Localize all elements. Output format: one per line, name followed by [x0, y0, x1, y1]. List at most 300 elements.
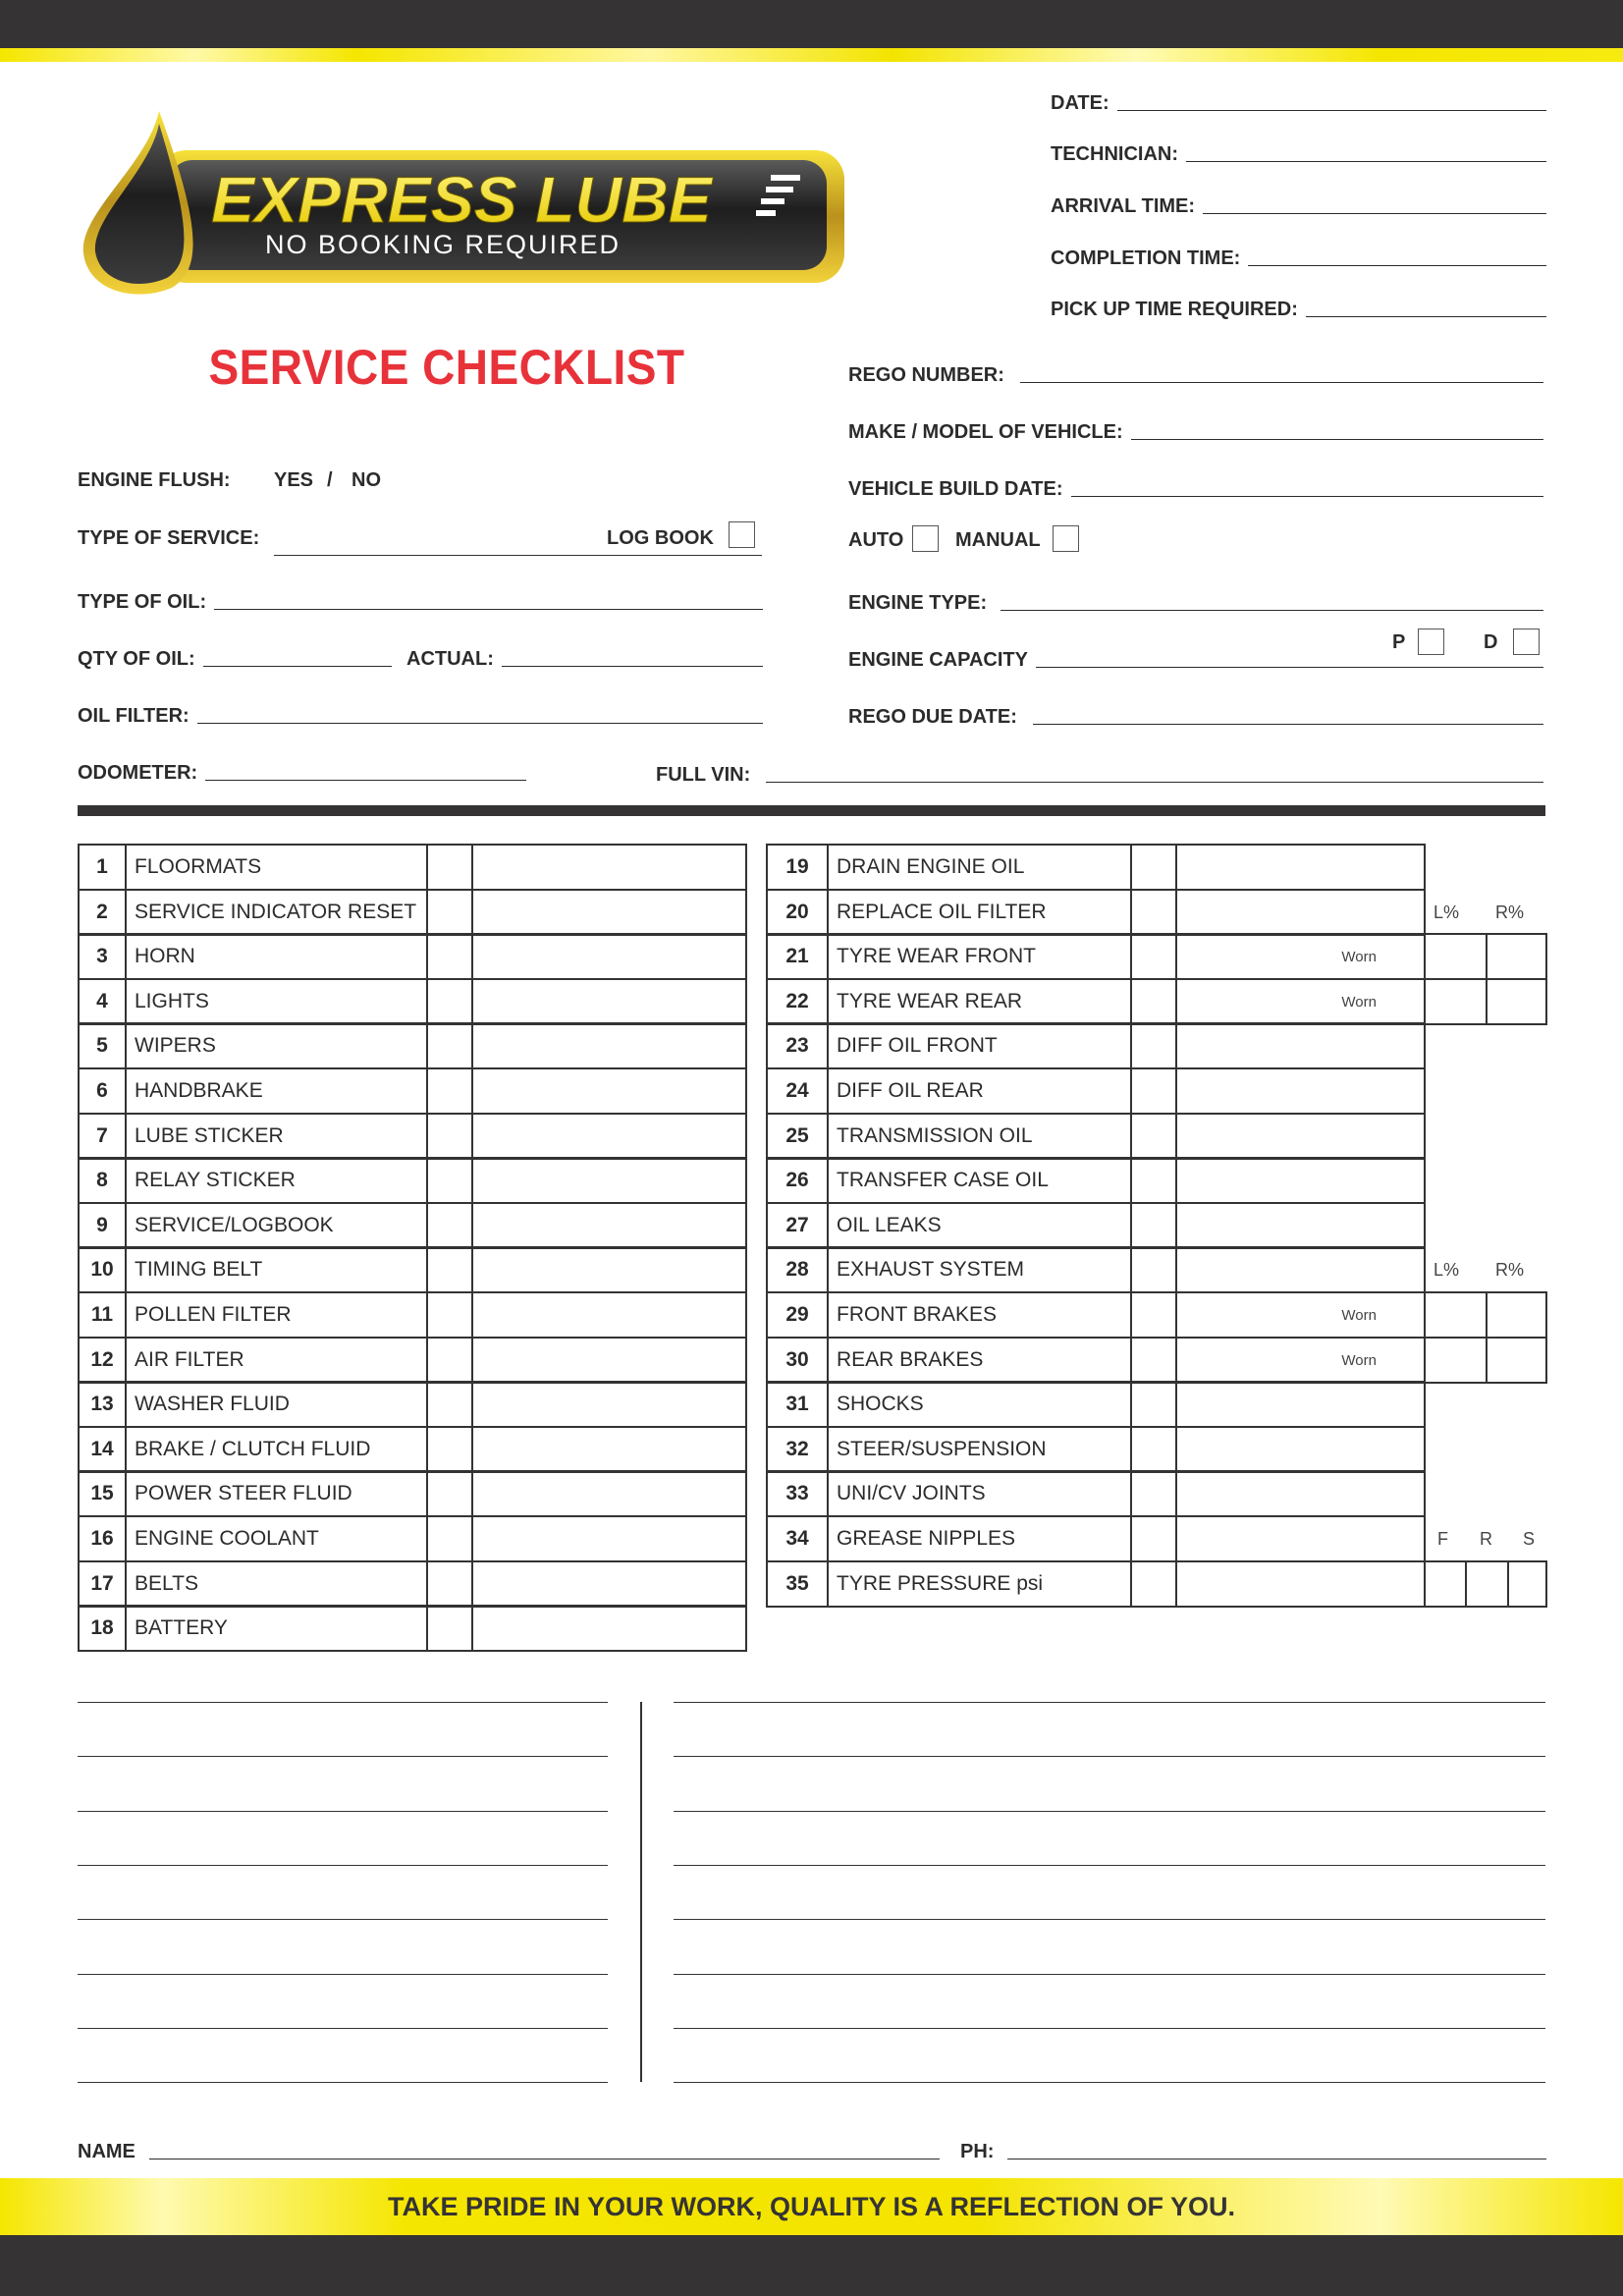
item-number — [766, 1337, 829, 1384]
full-vin-field[interactable] — [656, 757, 1543, 785]
item-checkbox[interactable] — [426, 1246, 473, 1293]
item-notes[interactable] — [471, 1246, 747, 1293]
item-label-text: OIL LEAKS — [837, 1214, 942, 1236]
item-label — [827, 933, 1132, 980]
top-yellow-stripe — [0, 48, 1623, 62]
item-checkbox[interactable] — [1130, 1202, 1177, 1249]
item-notes[interactable] — [471, 1067, 747, 1115]
notes-line-right[interactable] — [674, 1756, 1545, 1757]
item-label-text: TYRE WEAR REAR — [837, 990, 1023, 1012]
item-notes[interactable] — [1175, 1067, 1426, 1115]
notes-line-left[interactable] — [78, 2082, 608, 2083]
item-checkbox[interactable] — [1130, 1560, 1177, 1608]
item-checkbox[interactable] — [1130, 844, 1177, 891]
item-notes[interactable] — [1175, 1381, 1426, 1428]
slogan-text: TAKE PRIDE IN YOUR WORK, QUALITY IS A REFLECTION OF YOU. — [387, 2191, 1236, 2221]
rear-pressure-box[interactable] — [1465, 1560, 1509, 1608]
item-checkbox[interactable] — [426, 1291, 473, 1339]
item-notes[interactable] — [1175, 1202, 1426, 1249]
item-notes[interactable] — [471, 1202, 747, 1249]
item-number-text: 15 — [90, 1482, 114, 1504]
item-checkbox[interactable] — [1130, 1337, 1177, 1384]
item-label-text: EXHAUST SYSTEM — [837, 1258, 1024, 1281]
item-label-text: LIGHTS — [135, 990, 209, 1012]
item-label-text: FRONT BRAKES — [837, 1303, 997, 1326]
item-number-text: 8 — [96, 1169, 108, 1191]
name-field[interactable] — [78, 2134, 940, 2161]
column-header: L% — [1434, 902, 1460, 922]
item-number — [766, 933, 829, 980]
item-number-text: 26 — [785, 1169, 809, 1191]
item-number — [78, 978, 127, 1025]
item-number — [766, 1426, 829, 1473]
page-title: SERVICE CHECKLIST — [208, 340, 685, 395]
column-header: F — [1437, 1529, 1448, 1549]
item-label — [827, 1560, 1132, 1608]
engine-flush-no[interactable]: NO — [352, 469, 381, 491]
item-checkbox[interactable] — [1130, 1470, 1177, 1517]
item-notes[interactable] — [471, 933, 747, 980]
item-label-text: WASHER FLUID — [135, 1393, 290, 1415]
item-checkbox[interactable] — [426, 1022, 473, 1069]
item-checkbox[interactable] — [1130, 889, 1177, 936]
right-percent-box[interactable] — [1486, 978, 1547, 1025]
item-label — [827, 844, 1132, 891]
completion-time-line[interactable] — [1248, 264, 1546, 266]
item-number — [766, 1113, 829, 1160]
qty-of-oil-line[interactable] — [203, 665, 392, 667]
item-label — [125, 1426, 428, 1473]
oil-filter-field[interactable] — [78, 698, 763, 726]
item-label-text: HORN — [135, 945, 195, 967]
arrival-time-line[interactable] — [1203, 212, 1546, 214]
item-notes[interactable] — [471, 1560, 747, 1608]
name-line[interactable] — [149, 2158, 940, 2159]
item-number — [78, 1291, 127, 1339]
item-number-text: 6 — [96, 1079, 108, 1102]
item-checkbox[interactable] — [1130, 1381, 1177, 1428]
item-number — [766, 1470, 829, 1517]
item-number — [78, 1113, 127, 1160]
phone-line[interactable] — [1007, 2158, 1546, 2159]
item-label-text: BRAKE / CLUTCH FLUID — [135, 1438, 371, 1460]
item-number-text: 29 — [785, 1303, 809, 1326]
item-checkbox[interactable] — [426, 1067, 473, 1115]
item-label — [125, 1470, 428, 1517]
notes-line-right[interactable] — [674, 1865, 1545, 1866]
log-book-checkbox[interactable] — [729, 521, 755, 548]
item-label-text: TYRE WEAR FRONT — [837, 945, 1036, 967]
item-label-text: SERVICE INDICATOR RESET — [135, 901, 417, 923]
engine-capacity-line[interactable] — [1036, 666, 1543, 668]
item-checkbox[interactable] — [426, 1605, 473, 1652]
item-number — [78, 844, 127, 891]
item-number-text: 34 — [785, 1527, 809, 1550]
item-notes[interactable] — [471, 1113, 747, 1160]
item-checkbox[interactable] — [426, 1515, 473, 1562]
manual-checkbox[interactable] — [1053, 525, 1079, 552]
odometer-field[interactable] — [78, 755, 526, 783]
item-label-text: GREASE NIPPLES — [837, 1527, 1016, 1550]
item-notes[interactable] — [471, 978, 747, 1025]
item-notes[interactable] — [1175, 1426, 1426, 1473]
item-number-text: 11 — [90, 1303, 114, 1326]
item-checkbox[interactable] — [426, 1560, 473, 1608]
item-number — [78, 1470, 127, 1517]
item-checkbox[interactable] — [426, 933, 473, 980]
item-number-text: 23 — [785, 1034, 809, 1057]
item-number — [78, 1202, 127, 1249]
item-number — [78, 1067, 127, 1115]
rego-due-field[interactable] — [848, 699, 1543, 727]
pickup-time-line[interactable] — [1306, 315, 1546, 317]
item-label-text: RELAY STICKER — [135, 1169, 296, 1191]
item-label — [125, 1560, 428, 1608]
auto-label: AUTO — [848, 529, 904, 551]
spare-pressure-box[interactable] — [1507, 1560, 1547, 1608]
item-label — [827, 1246, 1132, 1293]
pickup-time-label: PICK UP TIME REQUIRED: — [1051, 299, 1298, 320]
petrol-label: P — [1392, 631, 1406, 653]
item-notes[interactable] — [471, 889, 747, 936]
left-percent-box[interactable] — [1424, 933, 1488, 980]
item-label — [827, 1157, 1132, 1204]
item-label — [827, 1202, 1132, 1249]
full-vin-line[interactable] — [766, 781, 1543, 783]
notes-line-left[interactable] — [78, 2028, 608, 2029]
item-label — [827, 1113, 1132, 1160]
rego-number-label: REGO NUMBER: — [848, 364, 1004, 386]
item-label-text: DIFF OIL REAR — [837, 1079, 984, 1102]
make-model-label: MAKE / MODEL OF VEHICLE: — [848, 421, 1123, 443]
item-label-text: POWER STEER FLUID — [135, 1482, 352, 1504]
item-number-text: 19 — [785, 855, 809, 878]
item-label — [125, 1246, 428, 1293]
item-number — [78, 1246, 127, 1293]
oil-filter-line[interactable] — [197, 722, 763, 724]
item-label — [827, 978, 1132, 1025]
notes-line-left[interactable] — [78, 1702, 608, 1703]
item-notes[interactable] — [471, 1605, 747, 1652]
item-checkbox[interactable] — [426, 1337, 473, 1384]
technician-label: TECHNICIAN: — [1051, 143, 1178, 165]
build-date-field[interactable] — [848, 471, 1543, 499]
item-label-text: REPLACE OIL FILTER — [837, 901, 1047, 923]
date-line[interactable] — [1117, 109, 1546, 111]
item-notes[interactable] — [471, 1515, 747, 1562]
item-number-text: 7 — [96, 1124, 108, 1147]
make-model-field[interactable] — [848, 414, 1543, 442]
item-number — [766, 1157, 829, 1204]
item-checkbox[interactable] — [426, 844, 473, 891]
item-number — [766, 1067, 829, 1115]
notes-line-left[interactable] — [78, 1919, 608, 1920]
item-number-text: 22 — [785, 990, 809, 1012]
notes-line-right[interactable] — [674, 1811, 1545, 1812]
item-label-text: BATTERY — [135, 1616, 228, 1639]
item-checkbox[interactable] — [1130, 1291, 1177, 1339]
left-percent-box[interactable] — [1424, 978, 1488, 1025]
item-notes[interactable] — [1175, 1560, 1426, 1608]
petrol-checkbox[interactable] — [1418, 629, 1444, 655]
item-number — [78, 1157, 127, 1204]
item-label-text: AIR FILTER — [135, 1348, 244, 1371]
item-checkbox[interactable] — [1130, 1157, 1177, 1204]
type-of-oil-label: TYPE OF OIL: — [78, 591, 207, 613]
item-number-text: 12 — [90, 1348, 114, 1371]
right-percent-box[interactable] — [1486, 1337, 1547, 1384]
item-label — [125, 1605, 428, 1652]
manual-label: MANUAL — [955, 529, 1041, 551]
phone-field[interactable] — [960, 2134, 1546, 2161]
item-label — [827, 1022, 1132, 1069]
rego-due-line[interactable] — [1033, 723, 1543, 725]
item-number-text: 13 — [90, 1393, 114, 1415]
item-number-text: 18 — [90, 1616, 114, 1639]
item-notes[interactable] — [1175, 1246, 1426, 1293]
build-date-label: VEHICLE BUILD DATE: — [848, 478, 1063, 500]
item-checkbox[interactable] — [426, 1157, 473, 1204]
notes-line-left[interactable] — [78, 1756, 608, 1757]
column-header: R — [1480, 1529, 1492, 1549]
front-pressure-box[interactable] — [1424, 1560, 1467, 1608]
notes-line-left[interactable] — [78, 1865, 608, 1866]
right-percent-box[interactable] — [1486, 1291, 1547, 1339]
arrival-time-field[interactable] — [1051, 189, 1546, 216]
item-checkbox[interactable] — [1130, 1246, 1177, 1293]
pickup-time-field[interactable] — [1051, 292, 1546, 319]
type-of-oil-line[interactable] — [214, 608, 763, 610]
item-label-text: STEER/SUSPENSION — [837, 1438, 1047, 1460]
item-label-text: FLOORMATS — [135, 855, 262, 878]
make-model-line[interactable] — [1131, 438, 1543, 440]
type-of-service-label: TYPE OF SERVICE: — [78, 527, 260, 549]
item-notes[interactable] — [471, 1022, 747, 1069]
item-label-text: REAR BRAKES — [837, 1348, 984, 1371]
actual-label: ACTUAL: — [406, 648, 494, 670]
item-number — [78, 1605, 127, 1652]
item-notes[interactable] — [471, 1157, 747, 1204]
item-checkbox[interactable] — [426, 1426, 473, 1473]
item-checkbox[interactable] — [1130, 1113, 1177, 1160]
item-number-text: 4 — [96, 990, 108, 1012]
notes-line-right[interactable] — [674, 1702, 1545, 1703]
item-number-text: 32 — [785, 1438, 809, 1460]
column-header: S — [1523, 1529, 1536, 1549]
type-of-oil-field[interactable] — [78, 584, 763, 612]
item-label — [827, 1515, 1132, 1562]
item-label-text: LUBE STICKER — [135, 1124, 284, 1147]
item-label — [125, 889, 428, 936]
engine-flush-yes[interactable]: YES — [274, 469, 314, 491]
item-notes[interactable] — [1175, 1291, 1426, 1339]
item-label — [827, 1426, 1132, 1473]
item-label-text: ENGINE COOLANT — [135, 1527, 319, 1550]
item-notes[interactable] — [1175, 1470, 1426, 1517]
item-label — [125, 978, 428, 1025]
item-label — [125, 1067, 428, 1115]
item-number-text: 16 — [90, 1527, 114, 1550]
item-notes[interactable] — [471, 1337, 747, 1384]
item-label-text: SHOCKS — [837, 1393, 924, 1415]
diesel-checkbox[interactable] — [1513, 629, 1540, 655]
item-label — [827, 1291, 1132, 1339]
item-notes[interactable] — [1175, 1337, 1426, 1384]
column-header: R% — [1495, 1260, 1525, 1280]
qty-of-oil-field[interactable] — [78, 641, 392, 669]
item-label — [125, 844, 428, 891]
item-number — [766, 1560, 829, 1608]
item-label — [125, 1291, 428, 1339]
item-number-text: 28 — [785, 1258, 809, 1281]
item-notes[interactable] — [1175, 1515, 1426, 1562]
item-label — [125, 1022, 428, 1069]
item-checkbox[interactable] — [1130, 978, 1177, 1025]
notes-line-right[interactable] — [674, 1919, 1545, 1920]
item-notes[interactable] — [471, 844, 747, 891]
item-number-text: 30 — [785, 1348, 809, 1371]
type-of-service-line[interactable] — [274, 555, 762, 556]
item-notes[interactable] — [1175, 1022, 1426, 1069]
notes-line-right[interactable] — [674, 2082, 1545, 2083]
log-book-label: LOG BOOK — [607, 527, 714, 549]
logo-tagline-text: NO BOOKING REQUIRED — [265, 230, 622, 259]
engine-type-line[interactable] — [1001, 609, 1543, 611]
left-percent-box[interactable] — [1424, 1337, 1488, 1384]
item-number — [766, 978, 829, 1025]
item-notes[interactable] — [1175, 889, 1426, 936]
qty-of-oil-label: QTY OF OIL: — [78, 648, 195, 670]
item-number — [78, 889, 127, 936]
item-number — [78, 1022, 127, 1069]
section-divider-bar — [78, 805, 1545, 816]
engine-flush-slash: / — [327, 469, 333, 491]
column-header: R% — [1495, 902, 1525, 922]
actual-line[interactable] — [502, 665, 763, 667]
item-notes[interactable] — [1175, 978, 1426, 1025]
notes-line-left[interactable] — [78, 1974, 608, 1975]
item-notes[interactable] — [471, 1291, 747, 1339]
item-notes[interactable] — [471, 1381, 747, 1428]
oil-filter-label: OIL FILTER: — [78, 705, 189, 727]
phone-label: PH: — [960, 2141, 995, 2162]
engine-capacity-label: ENGINE CAPACITY — [848, 649, 1028, 671]
item-checkbox[interactable] — [1130, 1426, 1177, 1473]
item-number — [766, 844, 829, 891]
item-checkbox[interactable] — [426, 1470, 473, 1517]
item-checkbox[interactable] — [1130, 1067, 1177, 1115]
item-number-text: 3 — [96, 945, 108, 967]
technician-field[interactable] — [1051, 137, 1546, 164]
item-notes[interactable] — [471, 1470, 747, 1517]
notes-line-left[interactable] — [78, 1811, 608, 1812]
actual-field[interactable] — [406, 641, 763, 669]
completion-time-field[interactable] — [1051, 241, 1546, 268]
item-label-text: BELTS — [135, 1572, 198, 1595]
item-notes[interactable] — [1175, 1113, 1426, 1160]
item-checkbox[interactable] — [1130, 1515, 1177, 1562]
rego-due-label: REGO DUE DATE: — [848, 706, 1017, 728]
item-number-text: 31 — [785, 1393, 809, 1415]
item-number-text: 1 — [96, 855, 108, 878]
item-label — [125, 1113, 428, 1160]
arrival-time-label: ARRIVAL TIME: — [1051, 195, 1196, 217]
engine-type-field[interactable] — [848, 585, 1543, 613]
item-number-text: 24 — [785, 1079, 809, 1102]
item-number — [766, 1381, 829, 1428]
item-number-text: 14 — [90, 1438, 114, 1460]
item-label-text: TIMING BELT — [135, 1258, 263, 1281]
completion-time-label: COMPLETION TIME: — [1051, 247, 1241, 269]
item-checkbox[interactable] — [426, 1202, 473, 1249]
item-number-text: 10 — [90, 1258, 114, 1281]
item-checkbox[interactable] — [426, 1113, 473, 1160]
item-number-text: 2 — [96, 901, 108, 923]
notes-line-right[interactable] — [674, 2028, 1545, 2029]
bottom-dark-band — [0, 2235, 1623, 2296]
item-label-text: HANDBRAKE — [135, 1079, 263, 1102]
engine-flush-label: ENGINE FLUSH: — [78, 469, 231, 491]
item-notes-text: Worn — [1341, 993, 1377, 1011]
technician-line[interactable] — [1186, 160, 1546, 162]
item-checkbox[interactable] — [426, 978, 473, 1025]
notes-line-right[interactable] — [674, 1974, 1545, 1975]
item-number-text: 17 — [90, 1572, 114, 1595]
item-notes[interactable] — [1175, 1157, 1426, 1204]
item-checkbox[interactable] — [426, 1381, 473, 1428]
item-label — [125, 933, 428, 980]
item-number — [766, 1515, 829, 1562]
item-notes-text: Worn — [1341, 1306, 1377, 1324]
item-label — [827, 1337, 1132, 1384]
rego-number-line[interactable] — [1020, 381, 1543, 383]
item-label — [125, 1157, 428, 1204]
item-checkbox[interactable] — [1130, 1022, 1177, 1069]
item-number-text: 33 — [785, 1482, 809, 1504]
item-number-text: 20 — [785, 901, 809, 923]
item-number — [78, 1337, 127, 1384]
rego-number-field[interactable] — [848, 357, 1543, 385]
item-label — [125, 1202, 428, 1249]
auto-checkbox[interactable] — [912, 525, 939, 552]
item-number-text: 27 — [785, 1214, 809, 1236]
item-checkbox[interactable] — [1130, 933, 1177, 980]
odometer-line[interactable] — [205, 779, 526, 781]
full-vin-label: FULL VIN: — [656, 764, 751, 786]
express-lube-logo — [79, 106, 854, 307]
item-label — [125, 1381, 428, 1428]
item-checkbox[interactable] — [426, 889, 473, 936]
column-header: L% — [1434, 1260, 1460, 1280]
date-field[interactable] — [1051, 85, 1546, 113]
item-notes[interactable] — [1175, 844, 1426, 891]
top-dark-band — [0, 0, 1623, 48]
item-number — [766, 1246, 829, 1293]
item-number-text: 21 — [785, 945, 809, 967]
build-date-line[interactable] — [1071, 495, 1543, 497]
item-number — [78, 1560, 127, 1608]
item-label — [827, 1381, 1132, 1428]
item-number-text: 25 — [785, 1124, 809, 1147]
right-percent-box[interactable] — [1486, 933, 1547, 980]
item-label — [827, 1067, 1132, 1115]
left-percent-box[interactable] — [1424, 1291, 1488, 1339]
item-label — [125, 1515, 428, 1562]
item-notes[interactable] — [1175, 933, 1426, 980]
item-notes[interactable] — [471, 1426, 747, 1473]
odometer-label: ODOMETER: — [78, 762, 198, 784]
logo-brand-text: EXPRESS LUBE — [211, 163, 712, 236]
